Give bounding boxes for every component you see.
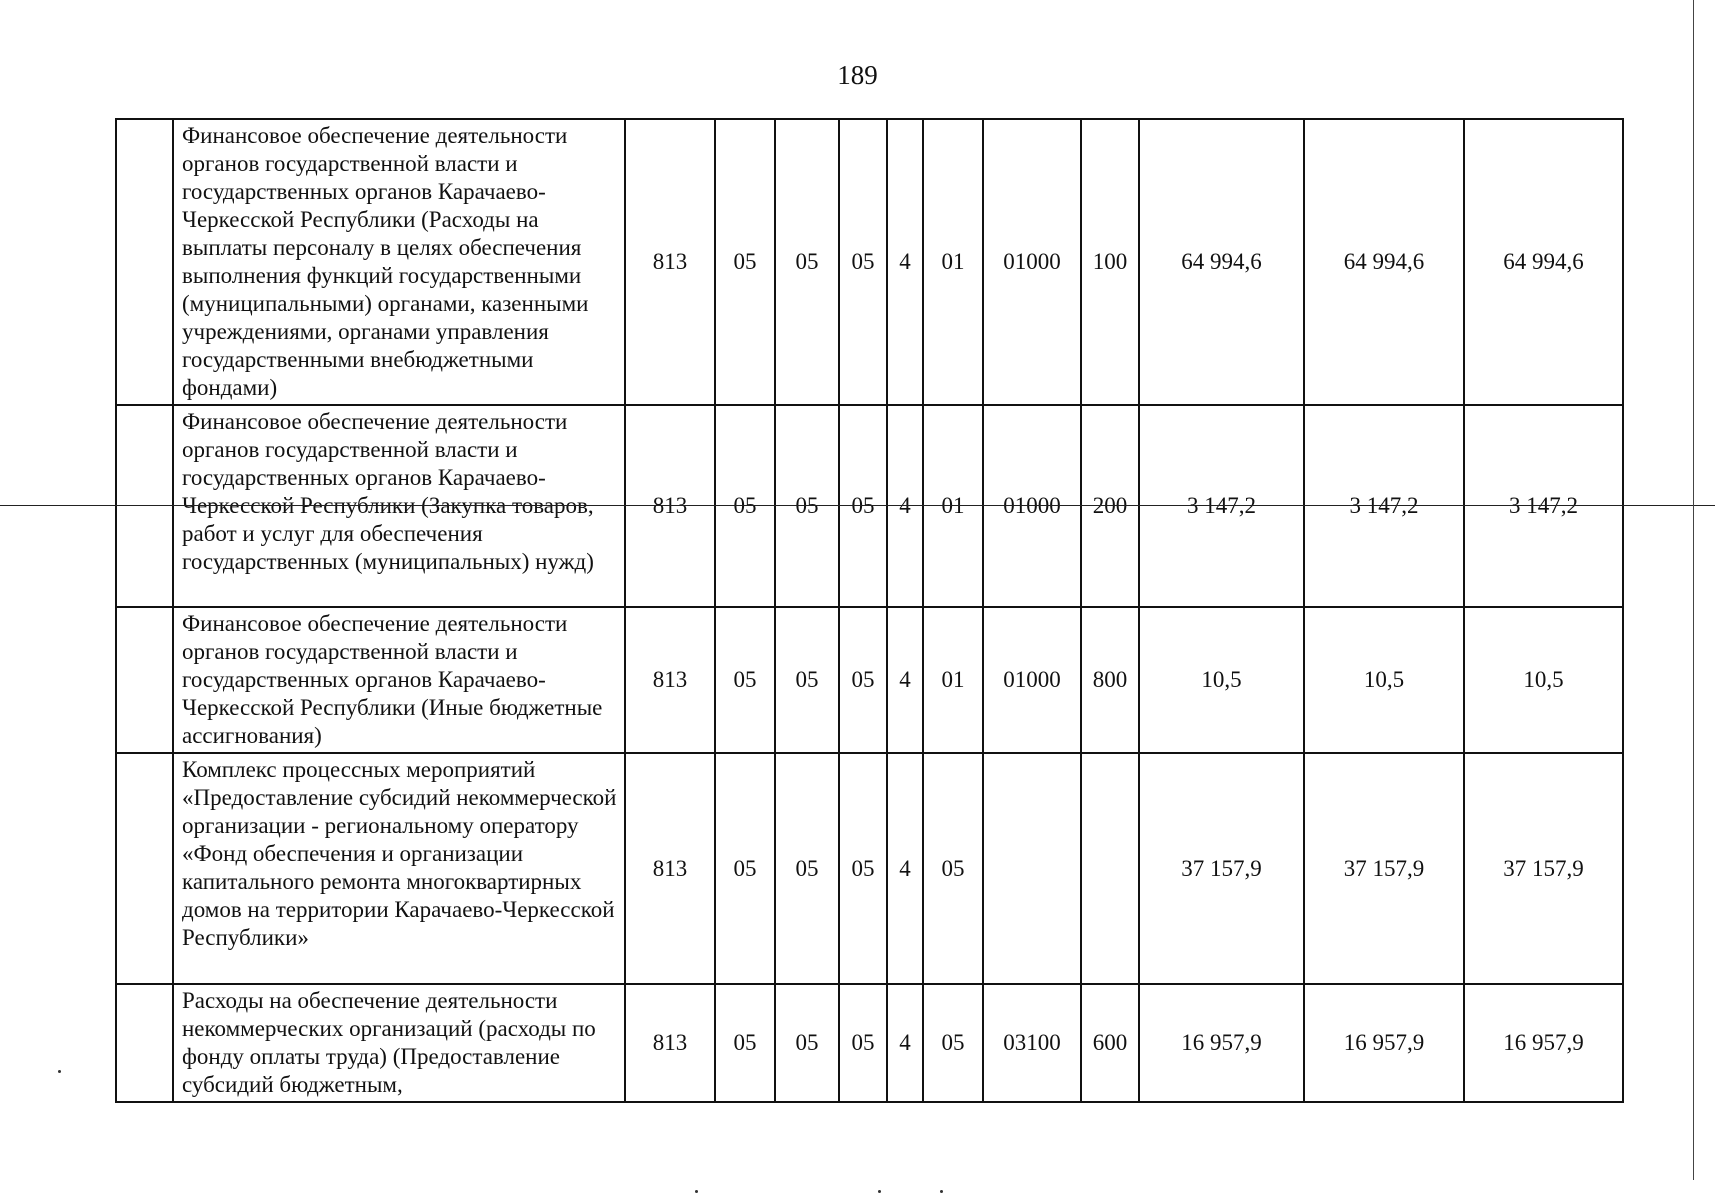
- description-cell: Расходы на обеспечение деятельности некоммерческих организаций (расходы по фонду оплаты труда) (Предоставление субсидий бюджетным,: [173, 984, 625, 1102]
- description-cell: Финансовое обеспечение деятельности органов государственной власти и государственных органов Карачаево-Черкесской Республики (Расходы на выплаты персоналу в целях обеспечения выполнения функций государственными (муниципальными) органами, казенными учреждениями, органами управления государственными внебюджетными фондами): [173, 119, 625, 405]
- code-cell: 4: [887, 405, 923, 607]
- row-index-cell: [116, 119, 173, 405]
- code-cell: [983, 753, 1081, 984]
- code-cell: 600: [1081, 984, 1139, 1102]
- code-cell: 05: [923, 753, 983, 984]
- code-cell: 01: [923, 607, 983, 753]
- amount-cell: 37 157,9: [1304, 753, 1464, 984]
- scan-edge-line: [1693, 0, 1694, 1180]
- code-cell: 05: [839, 405, 887, 607]
- code-cell: 05: [923, 984, 983, 1102]
- code-cell: 4: [887, 753, 923, 984]
- code-cell: 05: [839, 607, 887, 753]
- code-cell: 4: [887, 984, 923, 1102]
- code-cell: 01000: [983, 119, 1081, 405]
- code-cell: 813: [625, 119, 715, 405]
- table-row: [116, 405, 1623, 607]
- code-cell: 01000: [983, 607, 1081, 753]
- amount-cell: 16 957,9: [1304, 984, 1464, 1102]
- code-cell: 05: [839, 753, 887, 984]
- code-cell: 05: [715, 607, 775, 753]
- code-cell: 800: [1081, 607, 1139, 753]
- amount-cell: 3 147,2: [1464, 405, 1623, 607]
- scan-speck: [695, 1190, 698, 1193]
- code-cell: 05: [839, 119, 887, 405]
- code-cell: 813: [625, 984, 715, 1102]
- amount-cell: 16 957,9: [1464, 984, 1623, 1102]
- code-cell: 03100: [983, 984, 1081, 1102]
- amount-cell: 16 957,9: [1139, 984, 1304, 1102]
- code-cell: 05: [839, 984, 887, 1102]
- page-number: 189: [837, 60, 878, 90]
- code-cell: 05: [715, 753, 775, 984]
- code-cell: 200: [1081, 405, 1139, 607]
- description-cell: Финансовое обеспечение деятельности органов государственной власти и государственных органов Карачаево-Черкесской Республики (Закупка товаров, работ и услуг для обеспечения государственных (муниципальных) нужд): [173, 405, 625, 607]
- code-cell: 05: [775, 119, 839, 405]
- code-cell: 813: [625, 607, 715, 753]
- amount-cell: 3 147,2: [1139, 405, 1304, 607]
- code-cell: 05: [775, 753, 839, 984]
- scan-speck: [878, 1190, 881, 1193]
- table-row: [116, 753, 1623, 984]
- row-index-cell: [116, 984, 173, 1102]
- amount-cell: 3 147,2: [1304, 405, 1464, 607]
- budget-table: [115, 118, 1624, 1103]
- code-cell: 4: [887, 119, 923, 405]
- row-index-cell: [116, 607, 173, 753]
- table-row: [116, 607, 1623, 753]
- amount-cell: 10,5: [1464, 607, 1623, 753]
- row-index-cell: [116, 405, 173, 607]
- code-cell: 01: [923, 119, 983, 405]
- code-cell: [1081, 753, 1139, 984]
- row-index-cell: [116, 753, 173, 984]
- code-cell: 05: [775, 607, 839, 753]
- scan-strike-line: [0, 505, 1715, 506]
- amount-cell: 37 157,9: [1464, 753, 1623, 984]
- code-cell: 01: [923, 405, 983, 607]
- description-cell: Комплекс процессных мероприятий «Предоставление субсидий некоммерческой организации - региональному оператору «Фонд обеспечения и организации капитального ремонта многоквартирных домов на территории Карачаево-Черкесской Республики»: [173, 753, 625, 984]
- code-cell: 4: [887, 607, 923, 753]
- table-row: [116, 984, 1623, 1102]
- amount-cell: 64 994,6: [1304, 119, 1464, 405]
- amount-cell: 64 994,6: [1464, 119, 1623, 405]
- amount-cell: 64 994,6: [1139, 119, 1304, 405]
- scan-speck: [58, 1070, 61, 1073]
- code-cell: 813: [625, 405, 715, 607]
- code-cell: 813: [625, 753, 715, 984]
- description-cell: Финансовое обеспечение деятельности органов государственной власти и государственных органов Карачаево-Черкесской Республики (Иные бюджетные ассигнования): [173, 607, 625, 753]
- code-cell: 05: [715, 119, 775, 405]
- code-cell: 05: [775, 984, 839, 1102]
- table-row: [116, 119, 1623, 405]
- code-cell: 05: [775, 405, 839, 607]
- amount-cell: 10,5: [1304, 607, 1464, 753]
- code-cell: 05: [715, 405, 775, 607]
- code-cell: 100: [1081, 119, 1139, 405]
- amount-cell: 37 157,9: [1139, 753, 1304, 984]
- code-cell: 05: [715, 984, 775, 1102]
- scan-speck: [940, 1190, 943, 1193]
- code-cell: 01000: [983, 405, 1081, 607]
- amount-cell: 10,5: [1139, 607, 1304, 753]
